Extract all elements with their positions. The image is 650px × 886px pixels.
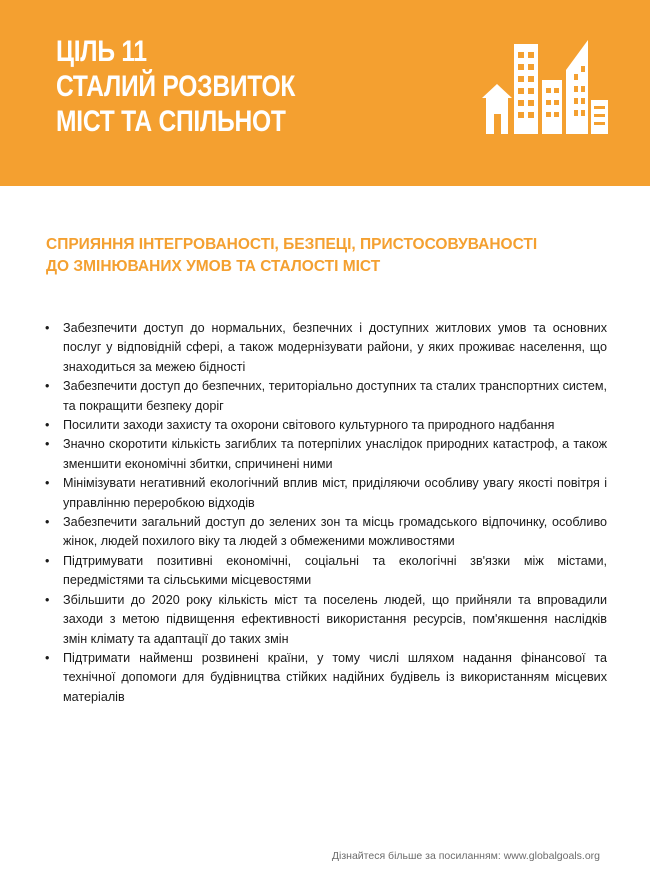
goal-title-line-2: СТАЛИЙ РОЗВИТОК xyxy=(56,70,296,103)
target-item xyxy=(42,435,607,474)
target-text: Посилити заходи захисту та охорони світового культурного та природного надбання xyxy=(63,418,555,433)
target-item xyxy=(42,591,607,649)
goal-title xyxy=(56,34,295,139)
target-text: Підтримати найменш розвинені країни, у тому числі шляхом надання фінансової та технічної допомоги для будівництва стійких надійних будівель із використанням місцевих матеріалів xyxy=(63,650,607,704)
target-text: Значно скоротити кількість загиблих та потерпілих унаслідок природних катастроф, а також зменшити економічні збитки, спричинені ними xyxy=(63,437,607,471)
goal-title-line-3: МІСТ ТА СПІЛЬНОТ xyxy=(56,105,286,138)
bullet-icon: • xyxy=(45,437,50,452)
bullet-icon: • xyxy=(45,515,50,530)
target-item xyxy=(42,474,607,513)
goal-subtitle-line-1: СПРИЯННЯ ІНТЕГРОВАНОСТІ, БЕЗПЕЦІ, ПРИСТОСОВУВАНОСТІ xyxy=(46,236,538,253)
target-text: Підтримувати позитивні економічні, соціальні та екологічні зв'язки між містами, передмістями та сільськими місцевостями xyxy=(63,553,607,588)
goal-banner xyxy=(0,0,650,186)
target-item xyxy=(42,377,607,416)
city-buildings-icon xyxy=(482,40,608,136)
target-item xyxy=(42,649,607,707)
goal-subtitle xyxy=(46,234,606,278)
bullet-icon: • xyxy=(45,321,50,335)
bullet-icon: • xyxy=(45,553,50,568)
goal-subtitle-line-2: ДО ЗМІНЮВАНИХ УМОВ ТА СТАЛОСТІ МІСТ xyxy=(46,258,381,275)
bullet-icon: • xyxy=(45,418,50,433)
target-item xyxy=(42,319,607,377)
target-item xyxy=(42,416,607,435)
bullet-icon: • xyxy=(45,379,50,394)
footer-link-text: Дізнайтеся більше за посиланням: www.globalgoals.org xyxy=(331,850,600,862)
target-item xyxy=(42,513,607,552)
target-text: Забезпечити доступ до нормальних, безпечних і доступних житлових умов та основних послуг у відповідній сфері, а також модернізувати райони, у яких проживає населення, що знаходиться за межею бідності xyxy=(63,321,607,374)
bullet-icon: • xyxy=(45,476,50,491)
goal-title-line-1: ЦІЛЬ 11 xyxy=(56,35,147,68)
target-text: Збільшити до 2020 року кількість міст та поселень людей, що прийняли та впровадили заходи з метою підвищення ефективності використання ресурсів, пом'якшення наслідків змін клімату та адаптації до таких змін xyxy=(63,592,607,646)
targets-list xyxy=(42,319,607,707)
target-text: Мінімізувати негативний екологічний вплив міст, приділяючи особливу увагу якості повітря і управлінню переробкою відходів xyxy=(63,476,607,510)
target-text: Забезпечити доступ до безпечних, територіально доступних та сталих транспортних систем, та покращити безпеку доріг xyxy=(63,379,607,413)
bullet-icon: • xyxy=(45,592,50,607)
target-text: Забезпечити загальний доступ до зелених зон та місць громадського відпочинку, особливо жінок, людей похилого віку та людей з обмеженими можливостями xyxy=(63,515,607,549)
target-item xyxy=(42,552,607,591)
bullet-icon: • xyxy=(45,650,50,665)
